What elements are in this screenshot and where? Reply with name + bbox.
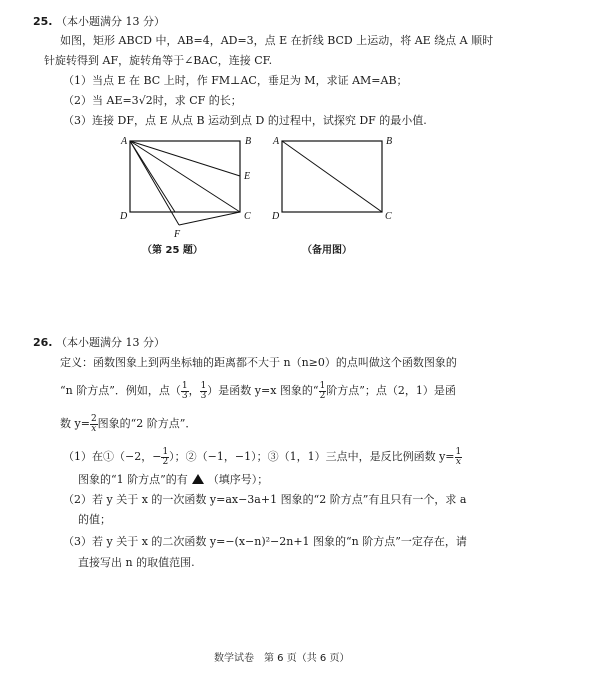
spare-diagonal-ac <box>282 141 382 212</box>
fraction-one-half-p1 <box>161 448 169 467</box>
q26-def2-c: ）是函数 y=x 图象的“ <box>207 384 319 397</box>
q26-def2-a: “n 阶方点”．例如，点（ <box>60 384 181 397</box>
q25-score: （本小题满分 13 分） <box>56 15 165 28</box>
frac-num: 1 <box>181 380 188 391</box>
q25-part2-sqrt: √2 <box>138 94 153 107</box>
fraction-one-over-x <box>455 448 463 467</box>
q26-def3-a: 数 y= <box>60 417 90 430</box>
q25-part1: （1）当点 E 在 BC 上时，作 FM⊥AC，垂足为 M，求证 AM=AB； <box>63 74 408 87</box>
q26-definition-line1: 定义：函数图象上到两坐标轴的距离都不大于 n（n≥0）的点叫做这个函数图象的 <box>60 356 457 369</box>
frac-den: 2 <box>162 456 169 467</box>
q26-number: 26. <box>33 336 53 349</box>
q26-part2-line1: （2）若 y 关于 x 的一次函数 y=ax−3a+1 图象的“2 阶方点”有且只有一个，求 a <box>63 493 467 506</box>
page-footer: 数学试卷 第 6 页（共 6 页） <box>214 653 350 664</box>
frac-num: 2 <box>90 413 97 424</box>
q26-part1-line1 <box>63 446 462 468</box>
spare-figure-caption: （备用图） <box>302 245 352 256</box>
q26-definition-line3 <box>60 413 196 435</box>
q26-def3-b: 图象的“2 阶方点”． <box>97 417 197 430</box>
q25-stem-line2: 针旋转得到 AF，旋转角等于∠BAC，连接 CF. <box>44 54 273 67</box>
q26-p1-a: （1）在①（−2，− <box>63 450 162 463</box>
frac-den: x <box>455 456 461 467</box>
segment-cf <box>179 212 240 225</box>
q25-figure <box>115 132 255 242</box>
frac-den: 3 <box>181 390 188 401</box>
label-e: E <box>244 171 251 182</box>
label-a: A <box>121 136 128 147</box>
label-c: C <box>244 211 251 222</box>
q26-p1-b: ）；②（−1，−1）；③（1，1）三点中，是反比例函数 y= <box>169 450 455 463</box>
q25-part3: （3）连接 DF，点 E 从点 B 运动到点 D 的过程中，试探究 DF 的最小值. <box>63 114 427 127</box>
spare-label-a: A <box>273 136 280 147</box>
answer-blank-triangle-icon <box>192 474 204 484</box>
spare-label-c: C <box>385 211 392 222</box>
diagonal-ac <box>130 141 240 212</box>
fraction-one-third-a <box>181 382 189 401</box>
q25-part2-pre: （2）当 AE=3 <box>63 94 139 107</box>
frac-num: 1 <box>200 380 207 391</box>
spare-label-d: D <box>272 211 280 222</box>
label-b: B <box>245 136 252 147</box>
q26-p1-line2-b: （填序号）； <box>207 473 269 486</box>
frac-num: 1 <box>455 446 462 457</box>
frac-num: 1 <box>162 446 169 457</box>
spare-label-b: B <box>386 136 393 147</box>
q25-part2-post: 时，求 CF 的长； <box>152 94 242 107</box>
q25-header <box>33 15 165 29</box>
label-f: F <box>174 229 181 240</box>
spare-figure <box>270 132 400 232</box>
q26-def2-d: 阶方点”；点（2，1）是函 <box>326 384 456 397</box>
q25-part2 <box>63 94 242 108</box>
label-d: D <box>120 211 128 222</box>
q25-figure-caption: （第 25 题） <box>142 245 203 256</box>
frac-den: x <box>91 423 97 434</box>
q26-p1-line2-a: 图象的“1 阶方点”的有 <box>78 473 188 486</box>
frac-num: 1 <box>319 380 326 391</box>
q25-number: 25. <box>33 15 53 28</box>
q26-part3-line2: 直接写出 n 的取值范围. <box>78 556 195 569</box>
q26-part3-line1: （3）若 y 关于 x 的二次函数 y=−(x−n)²−2n+1 图象的“n 阶方点”一定存在，请 <box>63 535 467 548</box>
fraction-two-over-x <box>90 415 98 434</box>
q26-header <box>33 336 165 350</box>
segment-ae <box>130 141 240 176</box>
q25-stem-line1: 如图，矩形 ABCD 中，AB=4，AD=3，点 E 在折线 BCD 上运动，将 AE 绕点 A 顺时 <box>60 34 494 47</box>
q26-def2-b: ， <box>188 384 200 397</box>
frac-den: 3 <box>200 390 207 401</box>
q26-score: （本小题满分 13 分） <box>56 336 165 349</box>
q26-part2-line2: 的值； <box>78 513 111 526</box>
frac-den: 2 <box>319 390 326 401</box>
q26-definition-line2 <box>60 380 456 402</box>
q26-part1-line2 <box>78 473 268 487</box>
